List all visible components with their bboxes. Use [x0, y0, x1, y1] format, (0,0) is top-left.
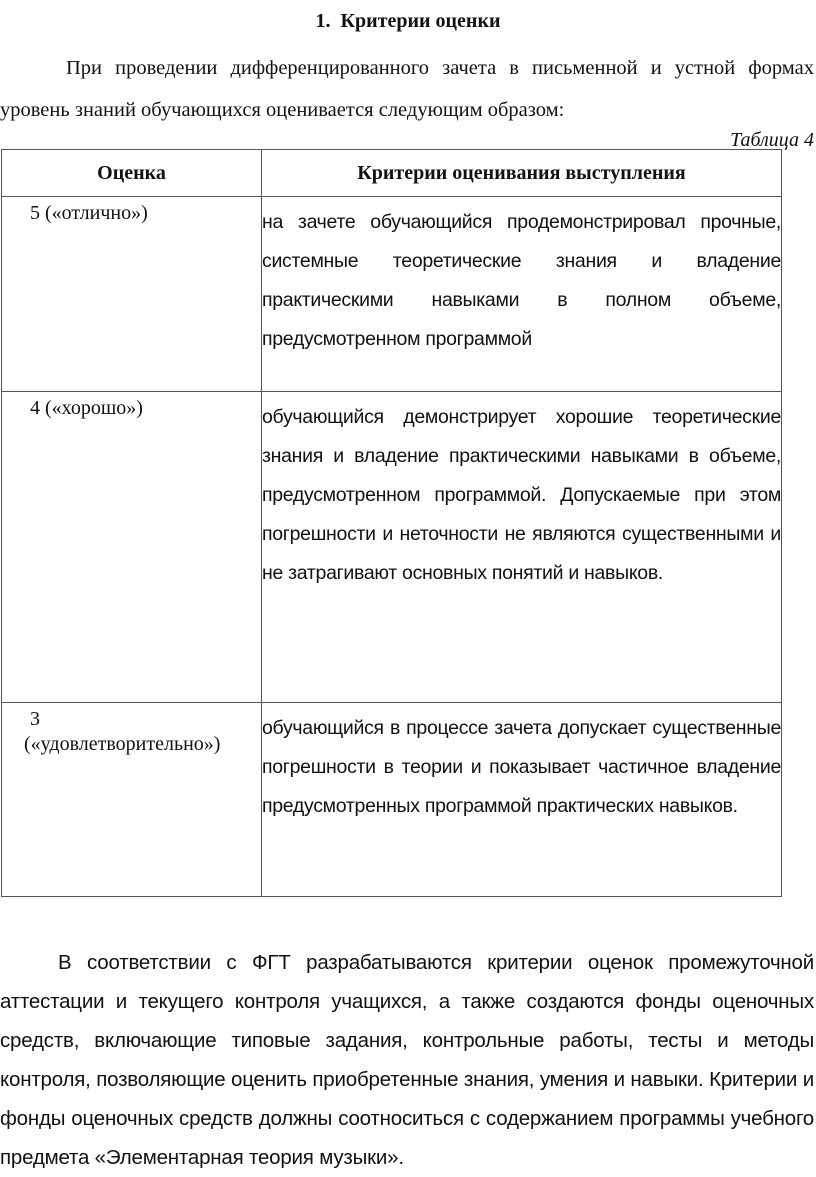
table-row [2, 392, 782, 703]
criteria-cell [262, 392, 782, 703]
grade-cell [2, 197, 262, 392]
table-row [2, 197, 782, 392]
grade-word: («удовлетворительно») [24, 733, 221, 755]
intro-paragraph: При проведении дифференцированного зачета в письменной и устной формах уровень знаний обучающихся оценивается следующим образом: [0, 57, 814, 121]
grade-label [2, 703, 261, 757]
grade-label: 5 («отлично») [30, 202, 148, 224]
conclusion-paragraph: В соответствии с ФГТ разрабатываются критерии оценок промежуточной аттестации и текущего контроля учащихся, а также создаются фонды оценочных средств, включающие типовые задания, контрольные работы, тесты и методы контроля, позволяющие оценить приобретенные знания, умения и навыки. Критерии и фонды оценочных средств должны соотноситься с содержанием программы учебного предмета «Элементарная теория музыки». [0, 951, 814, 1169]
header-grade: Оценка [2, 150, 262, 197]
section-title: Критерии оценки [340, 10, 501, 32]
table-caption: Таблица 4 [730, 129, 814, 151]
grading-criteria-table [1, 149, 782, 897]
grade-cell [2, 392, 262, 703]
table-row [2, 703, 782, 897]
table-header-row [2, 150, 782, 197]
criteria-cell [262, 703, 782, 897]
criteria-text: обучающийся демонстрирует хорошие теоретические знания и владение практическими навыками в объеме, предусмотренном программой. Допускаемые при этом погрешности и неточности не являются существенными и не затрагивают основных понятий и навыков. [262, 406, 781, 584]
criteria-text: обучающийся в процессе зачета допускает существенные погрешности в теории и показывает частичное владение предусмотренных программой практических навыков. [262, 717, 781, 817]
section-heading [0, 8, 816, 34]
criteria-cell [262, 197, 782, 392]
section-number: 1. [315, 10, 331, 32]
header-criteria: Критерии оценивания выступления [262, 150, 782, 197]
grade-label: 4 («хорошо») [30, 397, 143, 419]
grade-number: 3 [30, 708, 40, 730]
grade-cell [2, 703, 262, 897]
criteria-text: на зачете обучающийся продемонстрировал прочные, системные теоретические знания и владение практическими навыками в полном объеме, предусмотренном программой [262, 211, 781, 350]
